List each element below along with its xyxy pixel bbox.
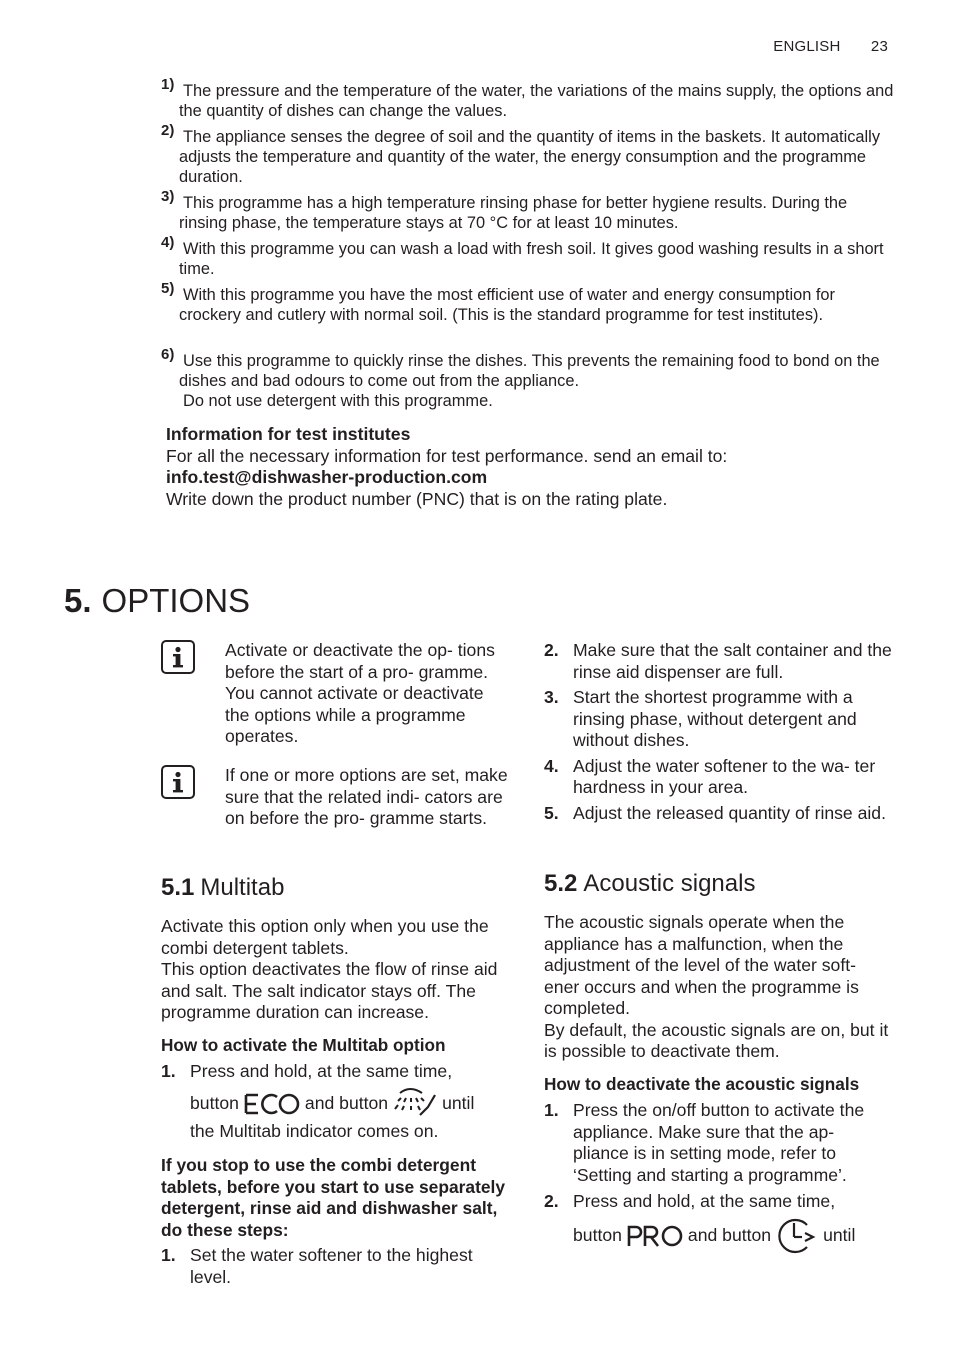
- multitab-step-1: 1. Press and hold, at the same time, button and button until the Multitab indicator comes on.: [161, 1061, 475, 1141]
- chapter-title: [64, 580, 250, 622]
- test-info-email: info.test@dishwasher-production.com: [166, 467, 488, 487]
- page-number: 23: [870, 38, 888, 55]
- note-2: [161, 765, 511, 830]
- multitab-stop-step-1: 1. Set the water softener to the highest level.: [161, 1245, 473, 1287]
- acoustic-deactivate-heading: How to deactivate the acoustic signals: [544, 1073, 860, 1094]
- list-item: 3. Start the shortest programme with a rinsing phase, without detergent and without dishes.: [544, 687, 857, 750]
- note-1-text: Activate or deactivate the op- tions before the start of a pro- gramme. You cannot activate or deactivate the options while a programme operates.: [225, 640, 495, 746]
- language-label: ENGLISH: [773, 38, 841, 55]
- chapter-number: 5.: [64, 582, 92, 619]
- footnote-6: 6) Use this programme to quickly rinse the dishes. This prevents the remaining food to bond on the dishes and bad odours to come out from the appliance. Do not use detergent with this programme.: [161, 346, 880, 410]
- pro-button-icon: [626, 1224, 684, 1248]
- eco-button-icon: [243, 1092, 301, 1116]
- note-2-text: If one or more options are set, make sure that the related indi- cators are on before the pro- gramme starts.: [225, 765, 508, 828]
- right-column-steps: [544, 640, 894, 828]
- multitab-activate-heading: How to activate the Multitab option: [161, 1034, 446, 1055]
- list-item: 4. Adjust the water softener to the wa- ter hardness in your area.: [544, 755, 876, 797]
- acoustic-intro-2: By default, the acoustic signals are on, but it is possible to deactivate them.: [544, 1019, 889, 1061]
- info-icon: [161, 765, 195, 799]
- multitab-intro-2: This option deactivates the flow of rinse aid and salt. The salt indicator stays off. The programme duration can increase.: [161, 959, 498, 1022]
- footnote-3: 3) This programme has a high temperature rinsing phase for better hygiene results. During the rinsing phase, the temperature stays at 70 °C for at least 10 minutes.: [161, 188, 848, 232]
- footnote-5: 5) With this programme you have the most efficient use of water and energy consumption for crockery and cutlery with normal soil. (This is the standard programme for test institutes).: [161, 280, 836, 324]
- acoustic-step-1: 1. Press the on/off button to activate the appliance. Make sure that the ap- pliance is in setting mode, refer to ‘Setting and starting a programme’.: [544, 1100, 865, 1185]
- list-item: 5. Adjust the released quantity of rinse aid.: [544, 802, 886, 823]
- multitab-intro-1: Activate this option only when you use the combi detergent tablets.: [161, 916, 489, 958]
- section-title-acoustic: 5.2 Acoustic signals: [544, 870, 756, 897]
- section-title-multitab: 5.1 Multitab: [161, 874, 285, 901]
- multitab-stop-heading: If you stop to use the combi detergent tablets, before you start to use separately detergent, rinse aid and dishwasher salt, do these steps:: [161, 1155, 506, 1240]
- multitab-button-icon: [392, 1087, 438, 1121]
- test-info-line1: For all the necessary information for test performance. send an email to:: [166, 445, 728, 466]
- footnote-2: 2) The appliance senses the degree of soil and the quantity of items in the baskets. It automatically adjusts the temperature and quantity of the water, the energy consumption and the programme duration.: [161, 122, 881, 186]
- chapter-name: OPTIONS: [101, 582, 251, 619]
- time-delay-button-icon: [775, 1217, 819, 1255]
- test-info-heading: Information for test institutes: [166, 424, 411, 444]
- acoustic-step-2: 2. Press and hold, at the same time, button and button until: [544, 1191, 894, 1255]
- test-info-line2: Write down the product number (PNC) that is on the rating plate.: [166, 488, 668, 509]
- footnote-4: 4) With this programme you can wash a load with fresh soil. It gives good washing results in a short time.: [161, 234, 884, 278]
- footnote-1: 1) The pressure and the temperature of the water, the variations of the mains supply, the options and the quantity of dishes can change the values.: [161, 76, 894, 120]
- multitab-section: [161, 916, 506, 1288]
- note-1: [161, 640, 511, 748]
- page-header: [773, 38, 888, 55]
- acoustic-intro-1: The acoustic signals operate when the appliance has a malfunction, when the adjustment of the level of the water soft- ener occurs and when the programme is completed.: [544, 912, 859, 1018]
- info-icon: [161, 640, 195, 674]
- acoustic-section: [544, 912, 894, 1255]
- test-institutes-info: [166, 424, 886, 510]
- list-item: 2. Make sure that the salt container and the rinse aid dispenser are full.: [544, 640, 892, 682]
